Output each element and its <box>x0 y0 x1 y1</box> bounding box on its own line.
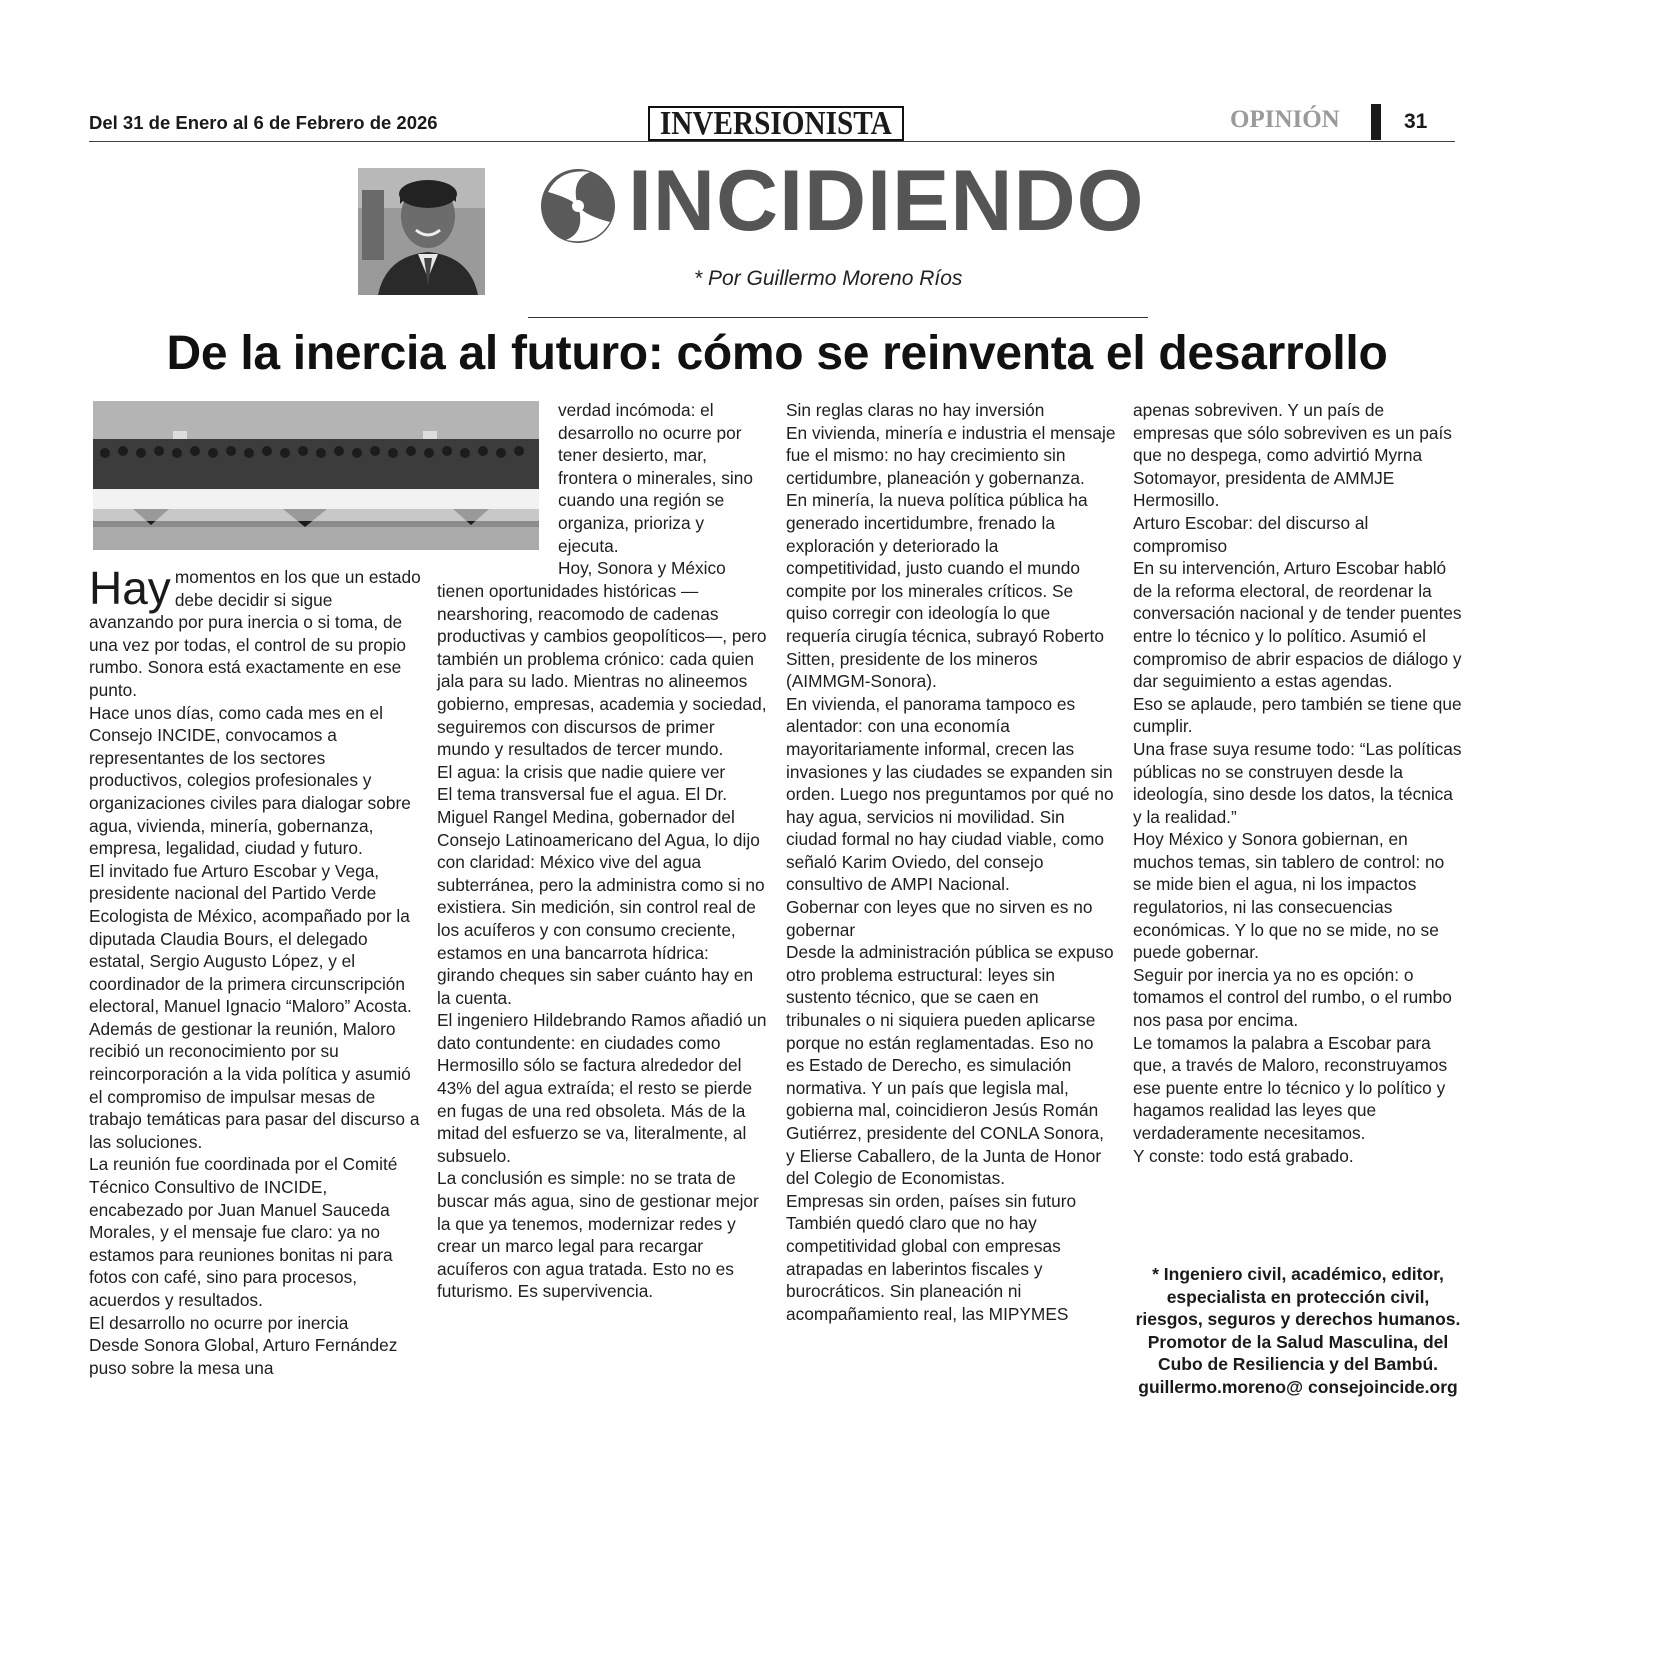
article-column-2-top <box>558 399 768 580</box>
paragraph: La conclusión es simple: no se trata de buscar más agua, sino de gestionar mejor la que ya tenemos, modernizar redes y crear un marco legal para recargar acuíferos con agua tratada. Esto no es futurismo. Es supervivencia. <box>437 1168 759 1302</box>
paragraph: En minería, la nueva política pública ha generado incertidumbre, frenado la exploración y deteriorado la competitividad, justo cuando el mundo compite por los minerales críticos. Se quiso corregir con ideología lo que requería cirugía técnica, subrayó Roberto Sitten, presidente de los mineros (AIMMGM-Sonora). <box>786 490 1104 692</box>
column-brand: INCIDIENDO <box>628 153 1145 249</box>
article-column-1 <box>89 562 421 1379</box>
subheading: Sin reglas claras no hay inversión <box>786 400 1045 420</box>
banner-rule <box>528 317 1148 318</box>
paragraph: También quedó claro que no hay competitividad global con empresas atrapadas en laberintos fiscales y burocráticos. Sin planeación ni acompañamiento real, las MIPYMES <box>786 1213 1069 1324</box>
subheading: El desarrollo no ocurre por inercia <box>89 1312 349 1333</box>
paragraph: Seguir por inercia ya no es opción: o tomamos el control del rumbo, o el rumbo nos pasa por encima. <box>1133 964 1452 1031</box>
article-column-3 <box>786 399 1116 1325</box>
drop-cap: Hay <box>89 562 171 614</box>
article-column-2 <box>437 580 769 1303</box>
paragraph: Hace unos días, como cada mes en el Consejo INCIDE, convocamos a representantes de los sectores productivos, colegios profesionales y organizaciones civiles para dialogar sobre agua, vivienda, minería, gobernanza, empresa, legalidad, ciudad y futuro. <box>89 702 411 859</box>
subheading: Gobernar con leyes que no sirven es no gobernar <box>786 897 1093 940</box>
paragraph: verdad incómoda: el desarrollo no ocurre por tener desierto, mar, frontera o minerales, sino cuando una región se organiza, prioriza y ejecuta. <box>558 400 753 556</box>
paragraph: Desde la administración pública se expuso otro problema estructural: leyes sin sustento técnico, que se caen en tribunales o ni siquiera pueden aplicarse porque no están reglamentadas. Eso no es Estado de Derecho, es simulación normativa. Y un país que legisla mal, gobierna mal, coincidieron Jesús Román Gutiérrez, presidente del CONLA Sonora, y Elierse Caballero, de la Junta de Honor del Colegio de Economistas. <box>786 942 1114 1189</box>
article-column-4 <box>1133 399 1463 1167</box>
author-portrait <box>358 168 485 295</box>
paragraph: En vivienda, minería e industria el mensaje fue el mismo: no hay crecimiento sin certidumbre, planeación y gobernanza. <box>786 422 1116 488</box>
author-bio: * Ingeniero civil, académico, editor, especialista en protección civil, riesgos, seguros y derechos humanos. Promotor de la Salud Masculina, del Cubo de Resiliencia y del Bambú. guillermo.moreno@ consejoincide.org <box>1135 1264 1461 1397</box>
section-divider <box>1371 104 1381 140</box>
subheading: Arturo Escobar: del discurso al compromiso <box>1133 512 1369 556</box>
article-headline: De la inercia al futuro: cómo se reinventa el desarrollo <box>166 327 1388 380</box>
paragraph: El invitado fue Arturo Escobar y Vega, presidente nacional del Partido Verde Ecologista de México, acompañado por la diputada Claudia Bours, el delegado estatal, Sergio Augusto López, y el coordinador de la primera circunscripción electoral, Manuel Ignacio “Maloro” Acosta. Además de gestionar la reunión, Maloro recibió un reconocimiento por su reincorporación a la vida política y asumió el compromiso de impulsar mesas de trabajo temáticas para pasar del discurso a las soluciones. <box>89 860 420 1152</box>
paragraph: En su intervención, Arturo Escobar habló de la reforma electoral, de reordenar la conversación nacional y de tender puentes entre lo técnico y lo político. Asumió el compromiso de abrir espacios de diálogo y dar seguimiento a estas agendas. <box>1133 558 1462 692</box>
paragraph: En vivienda, el panorama tampoco es alentador: con una economía mayoritariamente informal, crecen las invasiones y las ciudades se expanden sin orden. Luego nos preguntamos por qué no hay agua, servicios ni movilidad. Sin ciudad formal no hay ciudad viable, como señaló Karim Oviedo, del consejo consultivo de AMPI Nacional. <box>786 693 1114 895</box>
page-number: 31 <box>1404 110 1428 133</box>
subheading: El agua: la crisis que nadie quiere ver <box>437 761 726 782</box>
paragraph-start: Hoy, Sonora y México <box>558 558 726 579</box>
paragraph: El tema transversal fue el agua. El Dr. Miguel Rangel Medina, gobernador del Consejo Latinoamericano del Agua, lo dijo con claridad: México vive del agua subterránea, pero la administra como si no existiera. Sin medición, sin control real de los acuíferos y con consumo creciente, estamos en una bancarrota hídrica: girando cheques sin saber cuánto hay en la cuenta. <box>437 784 765 1008</box>
paragraph: apenas sobreviven. Y un país de empresas que sólo sobreviven es un país que no despega, como advirtió Myrna Sotomayor, presidenta de AMMJE Hermosillo. <box>1133 400 1452 511</box>
paragraph: La reunión fue coordinada por el Comité Técnico Consultivo de INCIDE, encabezado por Juan Manuel Sauceda Morales, y el mensaje fue claro: ya no estamos para reuniones bonitas ni para fotos con café, sino para procesos, acuerdos y resultados. <box>89 1154 398 1310</box>
group-photo-meeting <box>93 401 539 550</box>
paragraph: Y conste: todo está grabado. <box>1133 1145 1354 1166</box>
section-label: OPINIÓN <box>1230 106 1340 133</box>
incide-logo-icon <box>540 168 616 244</box>
issue-date: Del 31 de Enero al 6 de Febrero de 2026 <box>89 112 438 133</box>
paragraph: Desde Sonora Global, Arturo Fernández puso sobre la mesa una <box>89 1335 398 1378</box>
paragraph: Una frase suya resume todo: “Las políticas públicas no se construyen desde la ideología, sino desde los datos, la técnica y la realidad.” <box>1133 738 1462 827</box>
paragraph: tienen oportunidades históricas —nearshoring, reacomodo de cadenas productivas y cambios geopolíticos—, pero también un problema crónico: cada quien jala para su lado. Mientras no alineemos gobierno, empresas, academia y sociedad, seguiremos con discursos de primer mundo y resultados de tercer mundo. <box>437 581 767 760</box>
byline: * Por Guillermo Moreno Ríos <box>694 267 963 290</box>
publication-logo <box>648 106 904 141</box>
opening-paragraph: Hay momentos en los que un estado debe decidir si sigue avanzando por pura inercia o si toma, de una vez por todas, el control de su propio rumbo. Sonora está exactamente en ese punto. <box>89 562 421 700</box>
header-rule <box>89 141 1455 142</box>
subheading: Empresas sin orden, países sin futuro <box>786 1190 1077 1211</box>
paragraph: Hoy México y Sonora gobiernan, en muchos temas, sin tablero de control: no se mide bien el agua, ni los impactos regulatorios, ni las consecuencias económicas. Y lo que no se mide, no se puede gobernar. <box>1133 829 1445 963</box>
paragraph: Le tomamos la palabra a Escobar para que, a través de Maloro, reconstruyamos ese puente entre lo técnico y lo político y hagamos realidad las leyes que verdaderamente necesitamos. <box>1133 1032 1448 1143</box>
publication-name: INVERSIONISTA <box>660 104 892 142</box>
paragraph: El ingeniero Hildebrando Ramos añadió un dato contundente: en ciudades como Hermosillo sólo se factura alrededor del 43% del agua extraída; el resto se pierde en fugas de una red obsoleta. Más de la mitad del esfuerzo se va, literalmente, al subsuelo. <box>437 1010 767 1166</box>
paragraph: Eso se aplaude, pero también se tiene que cumplir. <box>1133 693 1462 737</box>
